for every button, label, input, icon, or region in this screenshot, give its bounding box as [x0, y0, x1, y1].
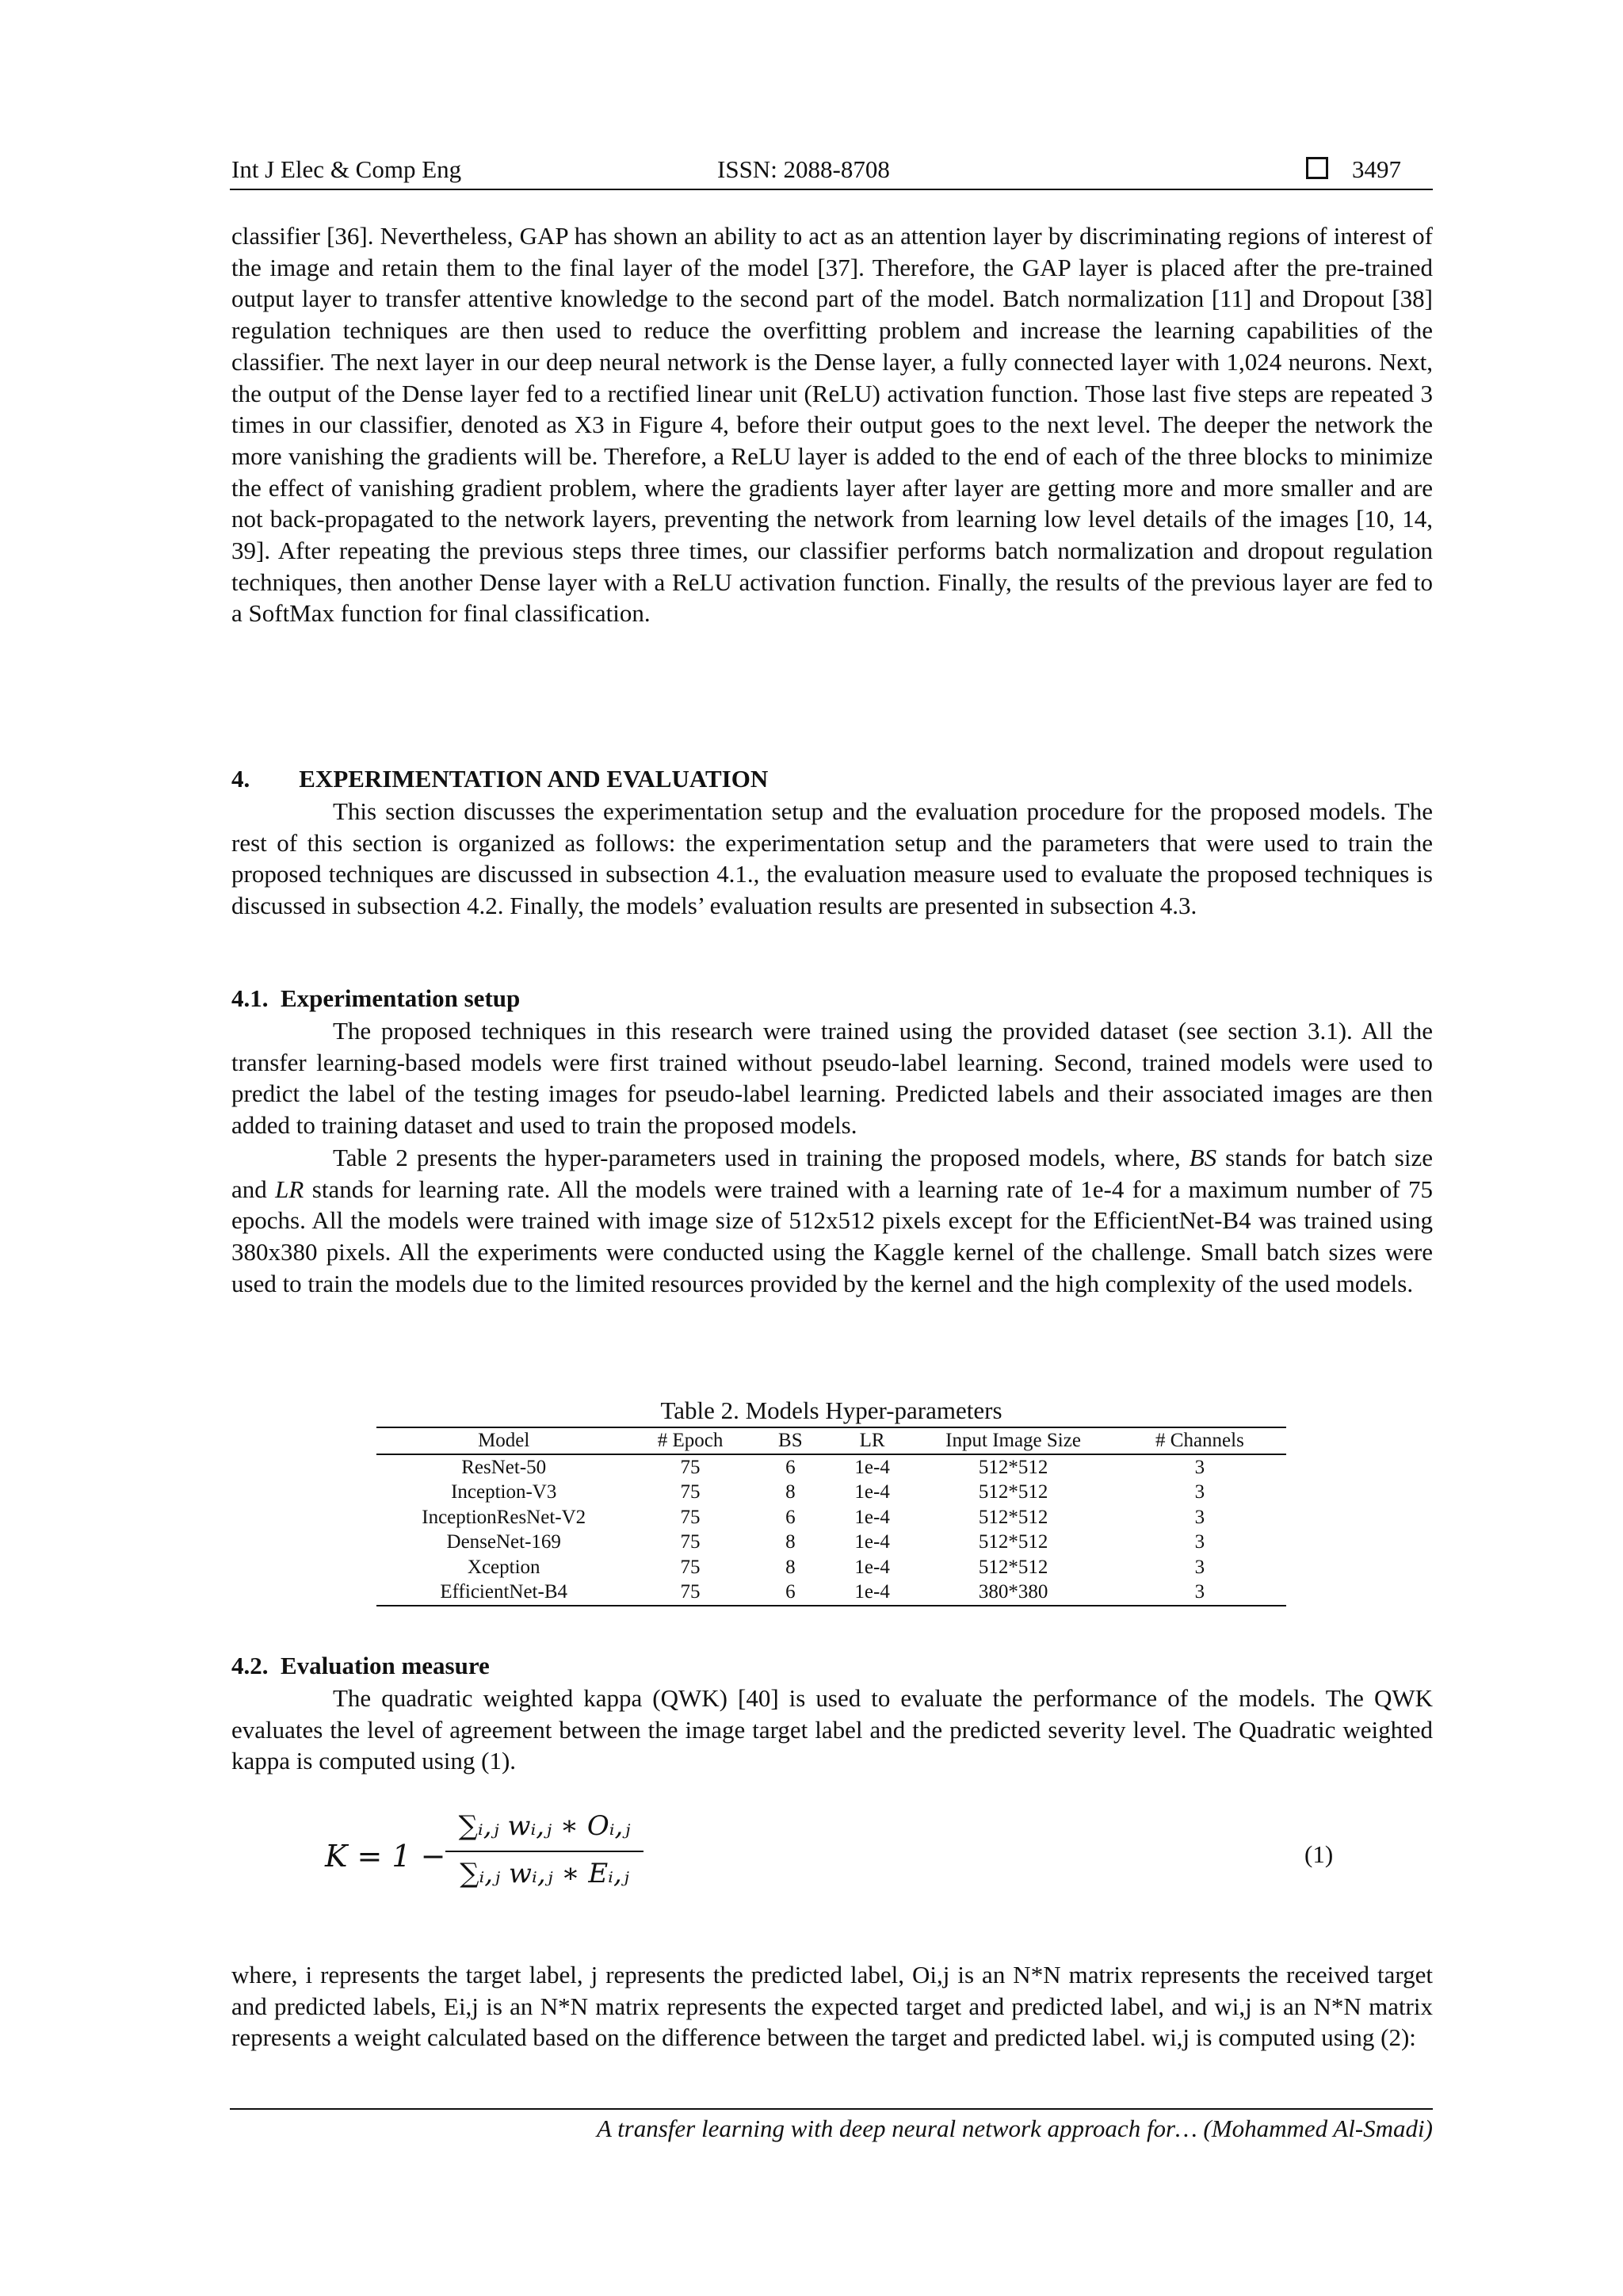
table-row — [376, 1454, 1286, 1480]
table-cell: 1e-4 — [854, 1556, 890, 1578]
page-number: 3497 — [1352, 155, 1401, 183]
page-number-block — [1306, 155, 1401, 184]
section-4-title: EXPERIMENTATION AND EVALUATION — [299, 765, 769, 793]
table-row — [376, 1505, 1286, 1530]
table-cell: Xception — [467, 1556, 540, 1578]
table-header-cell: BS — [750, 1427, 831, 1454]
table-cell: 1e-4 — [854, 1481, 890, 1503]
section-4-2-heading: 4.2. Evaluation measure — [231, 1652, 490, 1679]
table-header-cell: Input Image Size — [913, 1427, 1113, 1454]
running-footer: A transfer learning with deep neural network approach for… (Mohammed Al-Smadi) — [596, 2115, 1433, 2142]
table-cell: 75 — [680, 1531, 701, 1553]
table-cell: 3 — [1194, 1506, 1205, 1528]
table-row — [376, 1555, 1286, 1580]
table-cell: 8 — [785, 1556, 796, 1578]
table-caption: Table 2. Models Hyper-parameters — [660, 1396, 1002, 1424]
equation-lhs: K = 1 − — [325, 1839, 446, 1874]
table-cell: 3 — [1113, 1580, 1286, 1606]
table-cell: 6 — [785, 1506, 796, 1528]
section-4-2-paragraph: The quadratic weighted kappa (QWK) [40] is used to evaluate the performance of the models. The QWK evaluates the level of agreement between the image target label and the predicted severity level. The Quadratic weighted kappa is computed using (1). — [231, 1684, 1433, 1775]
table-cell: 75 — [631, 1580, 749, 1606]
table-header-cell: Model — [376, 1427, 631, 1454]
section-4-number: 4. — [231, 765, 250, 793]
table-cell: Inception-V3 — [451, 1481, 557, 1503]
issn: ISSN: 2088-8708 — [717, 155, 890, 183]
equation-numerator: ∑ᵢ,ⱼ wᵢ,ⱼ ∗ Oᵢ,ⱼ — [458, 1810, 631, 1842]
table-row — [376, 1530, 1286, 1555]
section-4-1-paragraph-2: Table 2 presents the hyper-parameters used in training the proposed models, where, BS stands for batch size and LR stands for learning rate. All the models were trained with a learning rate of 1e-4 for a maximum number of 75 epochs. All the models were trained with image size of 512x512 pixels except for the EfficientNet-B4 was trained using 380x380 pixels. All the experiments were conducted using the Kaggle kernel of the challenge. Small batch sizes were used to train the models due to the limited resources provided by the kernel and the high complexity of the used models. — [231, 1144, 1433, 1297]
table-cell: 8 — [785, 1531, 796, 1553]
table-cell: 1e-4 — [854, 1531, 890, 1553]
section-4-paragraph: This section discusses the experimentation setup and the evaluation procedure for the proposed models. The rest of this section is organized as follows: the experimentation setup and the parameters that were used to train the proposed techniques are discussed in subsection 4.1., the evaluation measure used to evaluate the proposed techniques is discussed in subsection 4.2. Finally, the models’ evaluation results are presented in subsection 4.3. — [231, 797, 1433, 920]
table-cell: 512*512 — [978, 1506, 1048, 1528]
section-4-1-paragraph-1: The proposed techniques in this research were trained using the provided dataset (see section 3.1). All the transfer learning-based models were first trained without pseudo-label learning. Second, trained models were used to predict the label of the testing images for pseudo-label learning. Predicted labels and their associated images are then added to training dataset and used to train the proposed models. — [231, 1017, 1433, 1140]
table-row — [376, 1480, 1286, 1505]
table-cell: EfficientNet-B4 — [376, 1580, 631, 1606]
table-header-cell: # Epoch — [631, 1427, 749, 1454]
header-rule — [230, 189, 1433, 190]
journal-name: Int J Elec & Comp Eng — [231, 155, 462, 183]
table-cell: 1e-4 — [854, 1506, 890, 1528]
table-cell: 3 — [1194, 1481, 1205, 1503]
table-cell: 3 — [1194, 1531, 1205, 1553]
table-cell: 512*512 — [978, 1556, 1048, 1578]
section-4-1-heading: 4.1. Experimentation setup — [231, 984, 521, 1012]
table-row — [376, 1580, 1286, 1606]
table-cell: 75 — [680, 1481, 701, 1503]
table-cell: 6 — [750, 1580, 831, 1606]
table-cell: 512*512 — [978, 1481, 1048, 1503]
footer-rule — [230, 2108, 1433, 2110]
table-cell: 380*380 — [913, 1580, 1113, 1606]
table-cell: 75 — [680, 1506, 701, 1528]
equation-fraction-bar — [445, 1851, 643, 1852]
table-header-cell: LR — [831, 1427, 913, 1454]
table-cell: DenseNet-169 — [446, 1531, 561, 1553]
intro-paragraph: classifier [36]. Nevertheless, GAP has shown an ability to act as an attention layer by discriminating regions of interest of the image and retain them to the final layer of the model [37]. Therefore, the GAP layer is placed after the pre-trained output layer to transfer attentive knowledge to the second part of the model. Batch normalization [11] and Dropout [38] regulation techniques are then used to reduce the overfitting problem and increase the learning capabilities of the classifier. The next layer in our deep neural network is the Dense layer, a fully connected layer with 1,024 neurons. Next, the output of the Dense layer fed to a rectified linear unit (ReLU) activation function. Those last five steps are repeated 3 times in our classifier, denoted as X3 in Figure 4, before their output goes to the next level. The deeper the network the more vanishing the gradients will be. Therefore, a ReLU layer is added to the end of each of the three blocks to minimize the effect of vanishing gradient problem, where the gradients layer after layer are getting more and more smaller and are not back-propagated to the network layers, preventing the network from learning low level details of the images [10, 14, 39]. After repeating the previous steps three times, our classifier performs batch normalization and dropout regulation techniques, then another Dense layer with a ReLU activation function. Finally, the results of the previous layer are fed to a SoftMax function for final classification. — [231, 222, 1433, 628]
equation-explanation-paragraph: where, i represents the target label, j represents the predicted label, Oi,j is an N*N matrix represents the received target and predicted labels, Ei,j is an N*N matrix represents the expected target and predicted label, and wi,j is an N*N matrix represents a weight calculated based on the difference between the target and predicted label. wi,j is computed using (2): — [231, 1961, 1433, 2052]
equation-denominator: ∑ᵢ,ⱼ wᵢ,ⱼ ∗ Eᵢ,ⱼ — [460, 1858, 629, 1889]
section-4-heading — [231, 765, 768, 793]
table-cell: 3 — [1194, 1556, 1205, 1578]
table-cell: 512*512 — [978, 1531, 1048, 1553]
table-cell: ResNet-50 — [461, 1456, 547, 1478]
table-cell: 75 — [680, 1556, 701, 1578]
table-cell: 8 — [785, 1481, 796, 1503]
table-header-row — [376, 1427, 1286, 1454]
hyperparameter-table — [376, 1427, 1286, 1606]
table-cell: 1e-4 — [831, 1580, 913, 1606]
table-header-cell: # Channels — [1113, 1427, 1286, 1454]
equation-number: (1) — [1304, 1840, 1334, 1868]
table-cell: 1e-4 — [854, 1456, 890, 1478]
table-cell: 75 — [680, 1456, 701, 1478]
table-cell: 6 — [785, 1456, 796, 1478]
table-cell: 3 — [1194, 1456, 1205, 1478]
checkbox-square-icon — [1306, 157, 1328, 179]
table-cell: InceptionResNet-V2 — [422, 1506, 586, 1528]
table-cell: 512*512 — [978, 1456, 1048, 1478]
